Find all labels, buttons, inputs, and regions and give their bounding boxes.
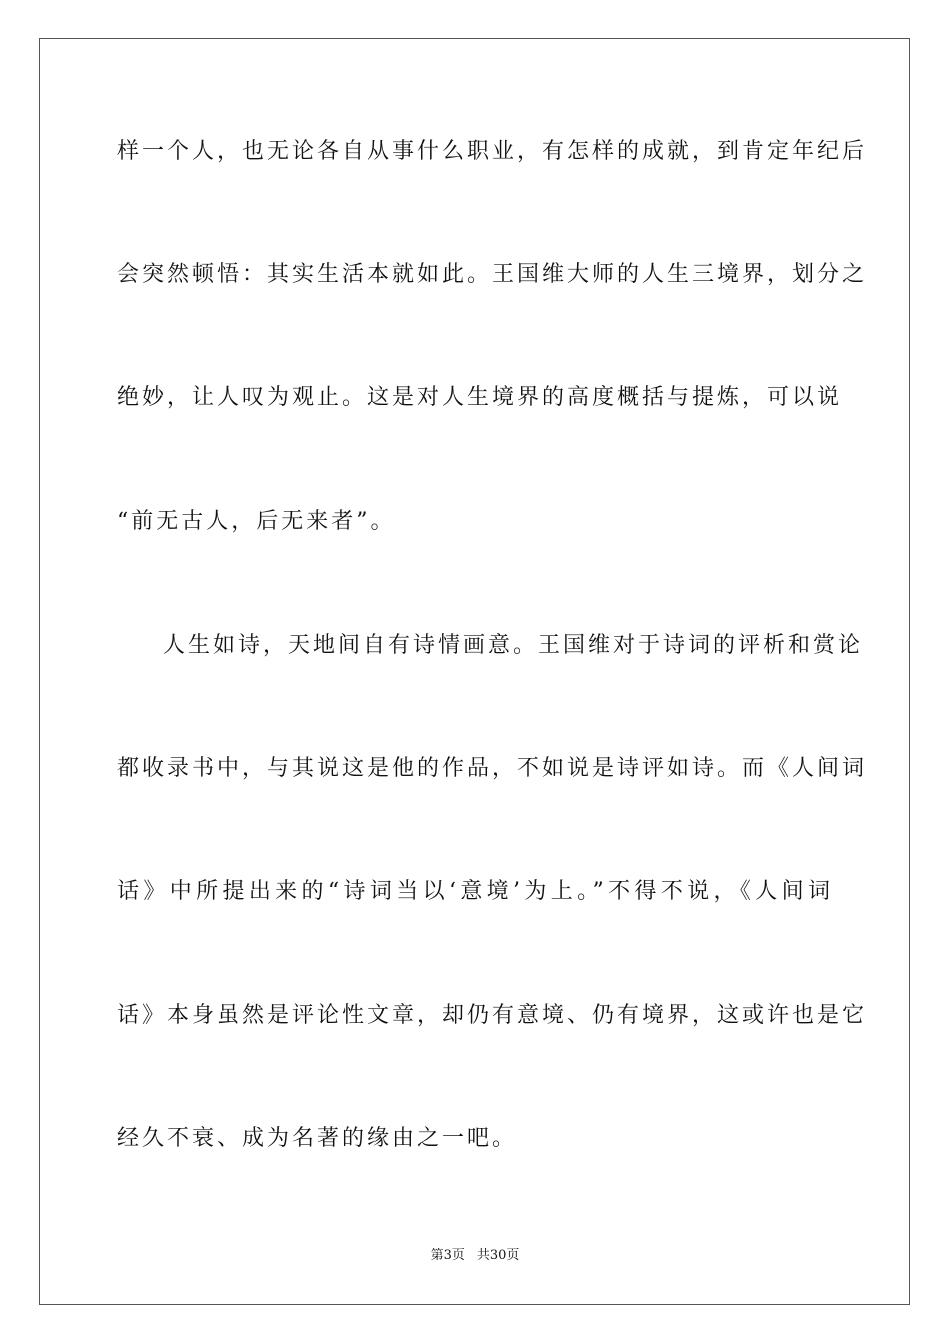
text-line: 话》中所提出来的“诗词当以‘意境’为上。”不得不说，《人间词 bbox=[117, 879, 833, 904]
text-line: “前无古人，后无来者”。 bbox=[117, 509, 396, 534]
page-border bbox=[39, 38, 910, 1305]
text-line: 话》本身虽然是评论性文章，却仍有意境、仍有境界，这或许也是它 bbox=[117, 1003, 868, 1028]
page-number: 第3页 bbox=[430, 1248, 465, 1263]
text-line: 绝妙，让人叹为观止。这是对人生境界的高度概括与提炼，可以说 bbox=[117, 385, 843, 410]
page-footer bbox=[0, 1247, 950, 1265]
text-line: 经久不衰、成为名著的缘由之一吧。 bbox=[117, 1126, 518, 1151]
paragraph-first-line: 人生如诗，天地间自有诗情画意。王国维对于诗词的评析和赏论 bbox=[163, 633, 864, 658]
text-line: 样一个人，也无论各自从事什么职业，有怎样的成就，到肯定年纪后 bbox=[117, 139, 868, 164]
text-line: 都收录书中，与其说这是他的作品，不如说是诗评如诗。而《人间词 bbox=[117, 756, 868, 781]
page-total: 共30页 bbox=[476, 1248, 520, 1263]
text-line: 会突然顿悟：其实生活本就如此。王国维大师的人生三境界，划分之 bbox=[117, 262, 868, 287]
